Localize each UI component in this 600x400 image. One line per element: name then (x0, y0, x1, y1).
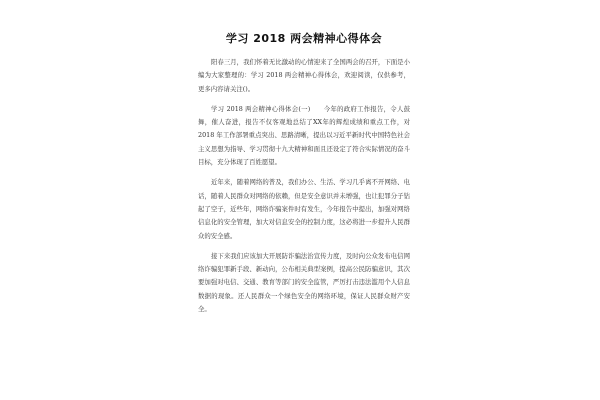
paragraph-network: 近年来，随着网络的普及，我们办公、生活、学习几乎离不开网络、电话，随着人民群众对网络的依赖，但是安全意识并未增强，也让犯罪分子钻起了空子，近些年，网络诈骗案件时有发生，今年报告中提出，加强对网络信息化的安全管理，加大对信息安全的控制力度，这必将进一步提升人民群众的安全感。 (198, 178, 410, 240)
document-title: 学习 2018 两会精神心得体会 (225, 32, 383, 45)
paragraph-report: 学习 2018 两会精神心得体会(一) 今年的政府工作报告，令人鼓舞，催人奋进，报告不仅客观地总结了XX年的辉煌成绩和重点工作，对 2018 年工作部署重点突出、思路清晰，提出以习近平新时代中国特色社会主义思想为指导、学习贯彻十九大精神和面且还设定了符合实际情况的奋斗目标，充分体现了百姓愿望。 (198, 104, 410, 167)
paragraph-measures: 接下来我们应该加大开展防诈骗法治宣传力度，及时向公众发布电信网络诈骗犯罪新手段、新动向，公布相关典型案例，提高公民防骗意识，其次要加强对电信、交通、教育等部门的安全监管，严厉打击违法滥用个人信息数据的现象。还人民群众一个绿色安全的网络环境，保证人民群众财产安全。 (198, 251, 410, 314)
paragraph-intro: 阳春三月，我们怀着无比激动的心情迎来了全国两会的召开，下面是小编为大家整理的：学习 2018 两会精神心得体会，欢迎阅读，仅供参考，更多内容请关注()。 (198, 58, 410, 93)
document-page (198, 22, 410, 392)
